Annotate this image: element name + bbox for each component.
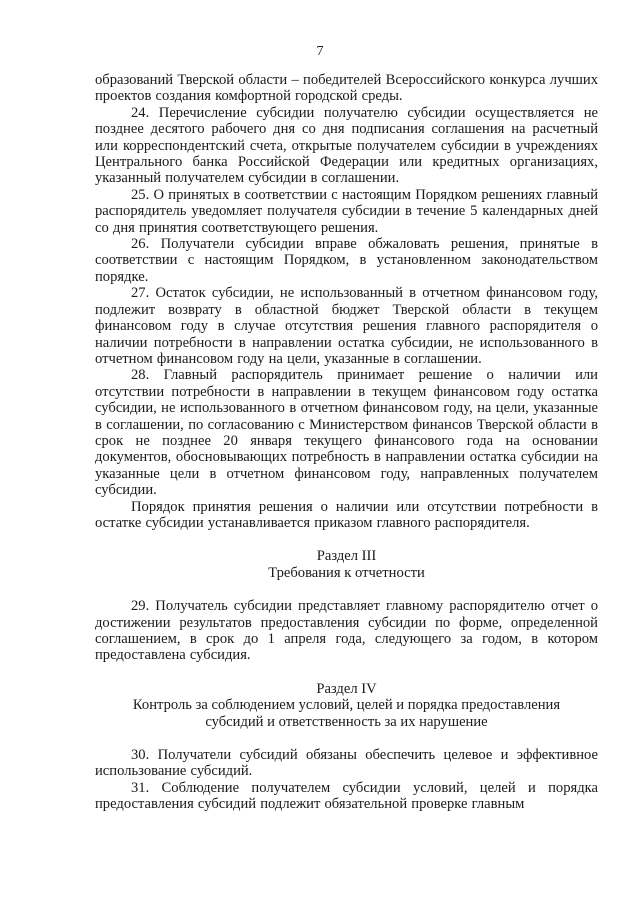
paragraph-28-order: Порядок принятия решения о наличии или отсутствии потребности в остатке субсидии устанавливается приказом главного распорядителя. (95, 498, 598, 531)
paragraph-30: 30. Получатели субсидий обязаны обеспечить целевое и эффективное использование субсидий. (95, 747, 598, 780)
section-4-label: Раздел IV (316, 680, 377, 697)
paragraph-26: 26. Получатели субсидии вправе обжаловать решения, принятые в соответствии с настоящим Порядком, в установленном законодательством порядке. (95, 236, 598, 285)
page-number: 7 (316, 44, 324, 59)
section-gap (95, 581, 598, 598)
section-4-title-line-1: Контроль за соблюдением условий, целей и порядка предоставления (132, 697, 561, 714)
paragraph-29: 29. Получатель субсидии представляет главному распорядителю отчет о достижении результатов предоставления субсидии по форме, определенной соглашением, в срок до 1 апреля года, следующего за годом, в котором предоставлена субсидия. (95, 598, 598, 664)
paragraph-continuation: образований Тверской области – победителей Всероссийского конкурса лучших проектов создания комфортной городской среды. (95, 72, 598, 105)
section-gap (95, 531, 598, 548)
section-3-label: Раздел III (316, 548, 377, 565)
document-body (95, 72, 598, 813)
section-3-title: Требования к отчетности (268, 564, 425, 581)
paragraph-27: 27. Остаток субсидии, не использованный в отчетном финансовом году, подлежит возврату в областной бюджет Тверской области в текущем финансовом году в случае отсутствия решения главного распорядителя о наличии потребности в направлении остатка субсидии, не использованного в отчетном финансовом году на цели, указанные в соглашении. (95, 285, 598, 367)
paragraph-28: 28. Главный распорядитель принимает решение о наличии или отсутствии потребности в направлении в текущем финансовом году остатка субсидии, не использованного в отчетном финансовом году, на цели, указанные в соглашении, по согласованию с Министерством финансов Тверской области в срок не позднее 20 января текущего финансового года на основании документов, обосновывающих потребность в направлении остатка субсидии на указанные цели в отчетном финансовом году, направленных получателем субсидии. (95, 367, 598, 499)
paragraph-25: 25. О принятых в соответствии с настоящим Порядком решениях главный распорядитель уведомляет получателя субсидии в течение 5 календарных дней со дня принятия соответствующего решения. (95, 186, 598, 236)
paragraph-31: 31. Соблюдение получателем субсидии условий, целей и порядка предоставления субсидий подлежит обязательной проверке главным (95, 779, 598, 813)
section-4-title-line-2: субсидий и ответственность за их нарушение (205, 713, 488, 730)
section-gap (95, 730, 598, 747)
paragraph-24: 24. Перечисление субсидии получателю субсидии осуществляется не позднее десятого рабочего дня со дня подписания соглашения на расчетный или корреспондентский счета, открытые получателем субсидии в учреждениях Центрального банка Российской Федерации или кредитных организациях, указанный получателем субсидии в соглашении. (95, 104, 598, 187)
section-gap (95, 664, 598, 681)
